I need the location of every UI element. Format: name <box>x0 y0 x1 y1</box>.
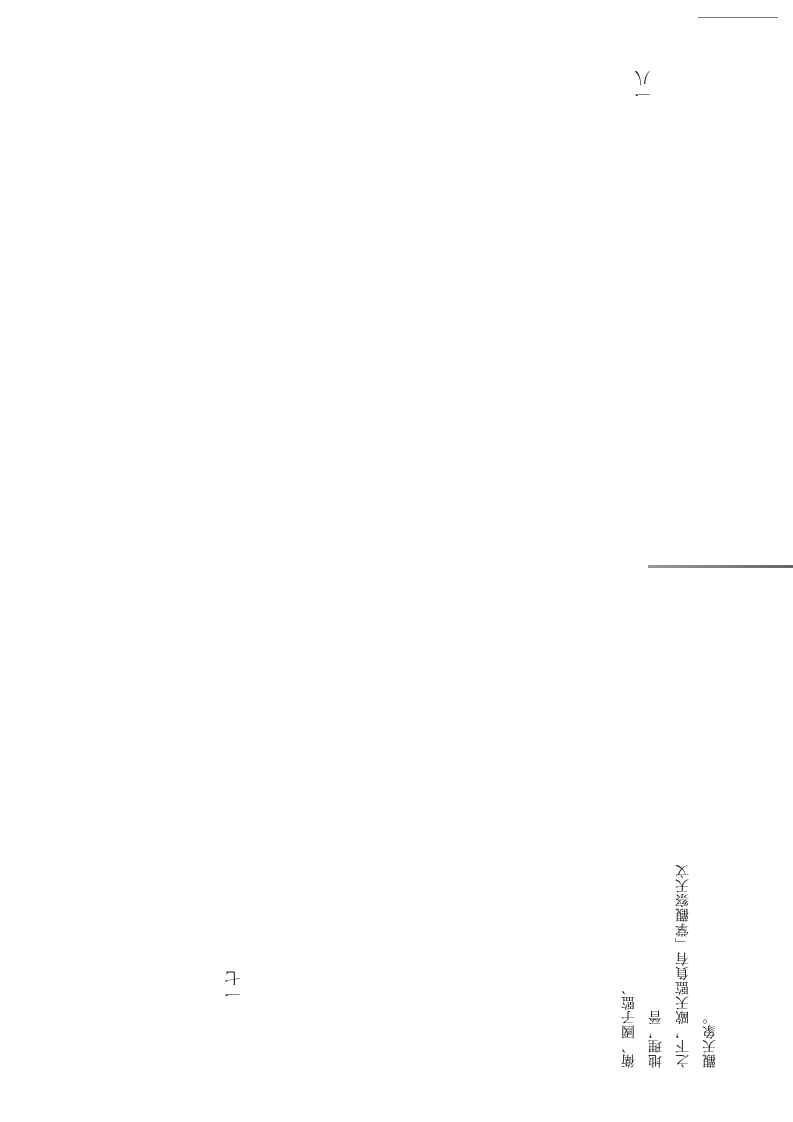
scan-edge-shadow <box>648 565 793 568</box>
scan-edge-line <box>698 17 778 18</box>
text-column: 之下，歐天監負有「掌觀察天文 <box>675 863 691 1068</box>
text-column: 衛、國子監、 <box>621 980 637 1068</box>
text-column: 觀天象。 <box>702 1009 718 1068</box>
page-number: 一八 <box>634 70 653 102</box>
text-column: 地理，晉 <box>648 1009 664 1068</box>
page-number: 一七 <box>224 970 243 1002</box>
